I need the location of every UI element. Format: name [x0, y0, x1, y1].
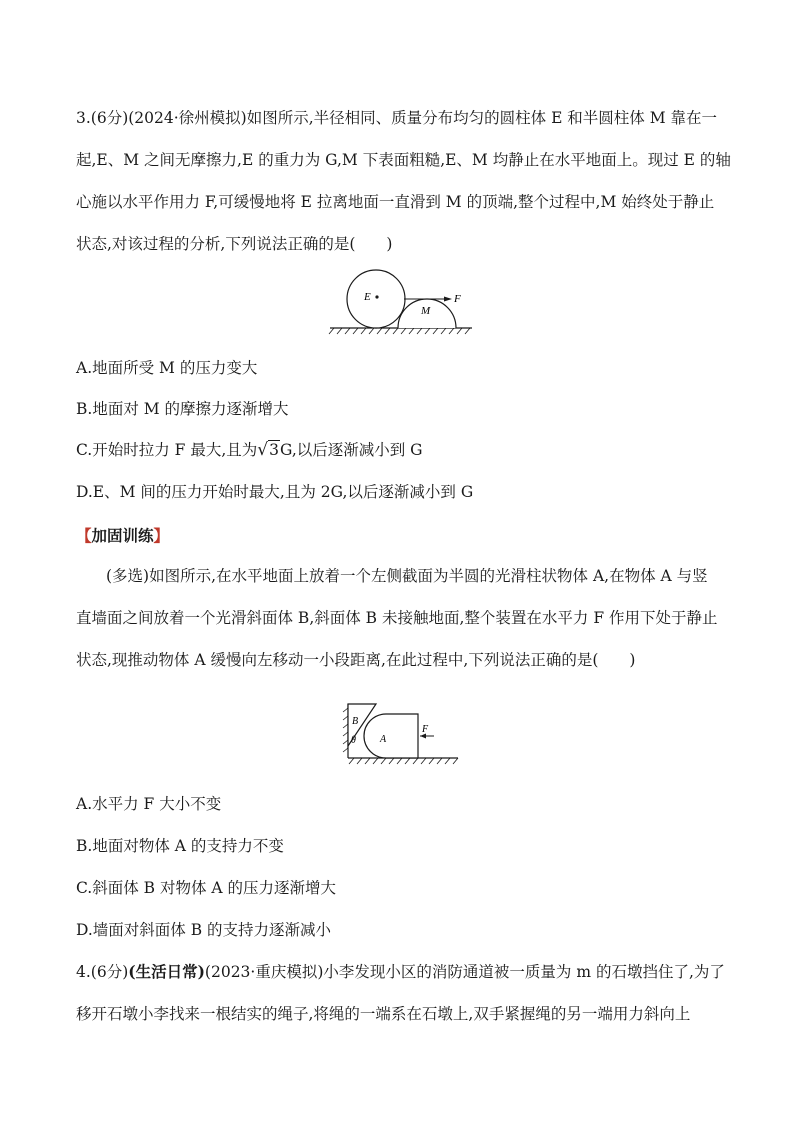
- reinforce-option-b[interactable]: B.地面对物体 A 的支持力不变: [76, 837, 284, 855]
- q3-option-b[interactable]: B.地面对 M 的摩擦力逐渐增大: [76, 400, 289, 418]
- q3-line-1: 3.(6分)(2024·徐州模拟)如图所示,半径相同、质量分布均匀的圆柱体 E 和半圆柱体 M 靠在一: [76, 109, 718, 127]
- svg-text:B: B: [352, 716, 359, 727]
- svg-text:F: F: [422, 724, 429, 735]
- svg-text:A: A: [380, 734, 387, 745]
- reinforce-option-d[interactable]: D.墙面对斜面体 B 的支持力逐渐减小: [76, 921, 332, 939]
- cylinder-E: [347, 270, 405, 328]
- reinforce-line-1: (多选)如图所示,在水平地面上放着一个左侧截面为半圆的光滑柱状物体 A,在物体 A 与竖: [106, 567, 708, 585]
- svg-text:E: E: [364, 291, 371, 303]
- svg-text:F: F: [454, 293, 461, 305]
- reinforce-option-a[interactable]: A.水平力 F 大小不变: [76, 795, 222, 813]
- svg-text:M: M: [421, 305, 431, 317]
- block-A: [364, 714, 418, 758]
- q4-line-1: 4.(6分)(生活日常)(2023·重庆模拟)小李发现小区的消防通道被一质量为 m 的石墩挡住了,为了: [76, 962, 725, 981]
- q3-option-c[interactable]: C.开始时拉力 F 最大,且为√3G,以后逐渐减小到 G: [76, 440, 423, 460]
- q4-tag: (生活日常): [128, 962, 205, 981]
- q3-line-2: 起,E、M 之间无摩擦力,E 的重力为 G,M 下表面粗糙,E、M 均静止在水平地面上。现过 E 的轴: [76, 151, 731, 169]
- reinforce-heading: 【加固训练】: [76, 526, 170, 545]
- q3-option-d[interactable]: D.E、M 间的压力开始时最大,且为 2G,以后逐渐减小到 G: [76, 483, 474, 501]
- q3-line-4: 状态,对该过程的分析,下列说法正确的是( ): [76, 235, 393, 253]
- svg-text:θ: θ: [351, 735, 356, 746]
- sqrt-three: √3: [257, 440, 279, 460]
- reinforce-line-2: 直墙面之间放着一个光滑斜面体 B,斜面体 B 未接触地面,整个装置在水平力 F 作用下处于静止: [76, 609, 718, 627]
- q3-line-3: 心施以水平作用力 F,可缓慢地将 E 拉离地面一直滑到 M 的顶端,整个过程中,M 始终处于静止: [76, 193, 715, 211]
- q3-option-a[interactable]: A.地面所受 M 的压力变大: [76, 359, 258, 377]
- reinforce-line-3: 状态,现推动物体 A 缓慢向左移动一小段距离,在此过程中,下列说法正确的是( ): [76, 651, 636, 669]
- reinforce-option-c[interactable]: C.斜面体 B 对物体 A 的压力逐渐增大: [76, 879, 337, 897]
- q4-line-2: 移开石墩小李找来一根结实的绳子,将绳的一端系在石墩上,双手紧握绳的另一端用力斜向上: [76, 1005, 691, 1023]
- q3-figure-cylinders: [326, 268, 476, 336]
- reinforce-figure-wall-block: [340, 702, 462, 766]
